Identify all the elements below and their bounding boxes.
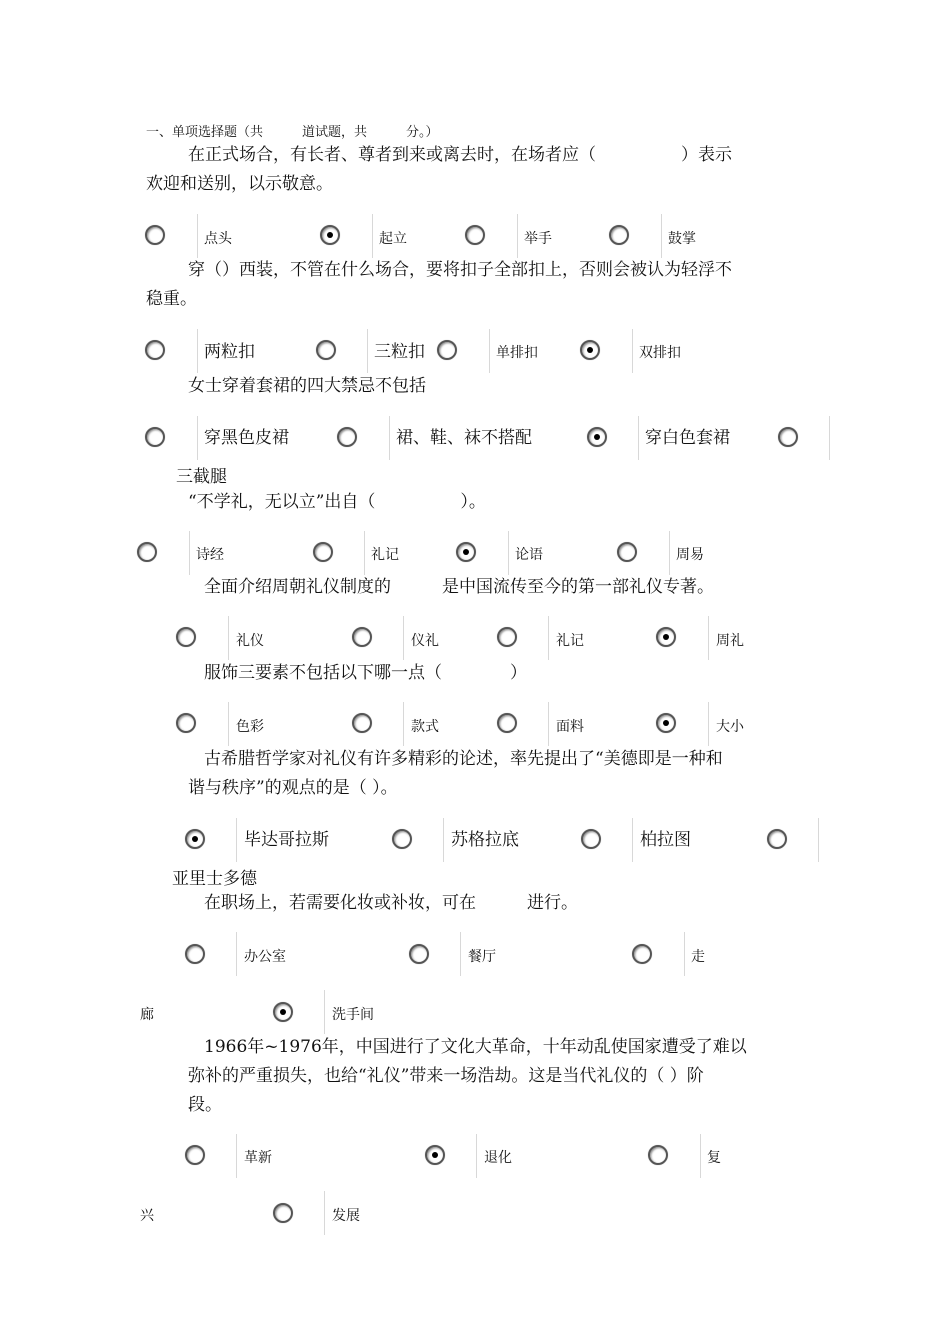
question-8-line-1: 在职场上，若需要化妆或补妆，可在 进行。: [204, 893, 578, 913]
divider: [443, 818, 444, 862]
divider: [364, 531, 365, 575]
q4-option-b-label: 礼记: [371, 547, 399, 563]
q4-option-c-label: 论语: [515, 547, 543, 563]
q7-option-c-radio[interactable]: [581, 829, 601, 849]
q1-option-b-radio[interactable]: [320, 225, 340, 245]
q8-option-c-label-part-2: 廊: [140, 1007, 154, 1023]
divider: [708, 702, 709, 746]
divider: [548, 616, 549, 660]
q1-option-d-label: 鼓掌: [668, 231, 696, 247]
divider: [228, 702, 229, 746]
q3-option-d-radio[interactable]: [778, 427, 798, 447]
divider: [669, 531, 670, 575]
q6-option-b-radio[interactable]: [352, 713, 372, 733]
divider: [228, 616, 229, 660]
q3-option-a-label: 穿黑色皮裙: [204, 428, 289, 448]
divider: [638, 416, 639, 460]
divider: [700, 1134, 701, 1178]
q1-option-b-label: 起立: [379, 231, 407, 247]
divider: [236, 1134, 237, 1178]
divider: [548, 702, 549, 746]
divider: [684, 932, 685, 976]
divider: [829, 416, 830, 460]
q9-option-b-radio[interactable]: [425, 1145, 445, 1165]
q4-option-a-label: 诗经: [196, 547, 224, 563]
q4-option-c-radio[interactable]: [456, 542, 476, 562]
divider: [367, 329, 368, 373]
q5-option-b-label: 仪礼: [411, 633, 439, 649]
divider: [389, 416, 390, 460]
q1-option-d-radio[interactable]: [609, 225, 629, 245]
q2-option-c-label: 单排扣: [496, 345, 538, 361]
q9-option-c-label-part-2: 兴: [140, 1208, 154, 1224]
q3-option-a-radio[interactable]: [145, 427, 165, 447]
q9-option-c-label-part-1: 复: [707, 1150, 721, 1166]
question-5-line-1: 全面介绍周朝礼仪制度的 是中国流传至今的第一部礼仪专著。: [204, 577, 714, 597]
divider: [197, 214, 198, 258]
q9-option-a-label: 革新: [244, 1150, 272, 1166]
q1-option-c-label: 举手: [524, 231, 552, 247]
divider: [818, 818, 819, 862]
q3-option-c-radio[interactable]: [587, 427, 607, 447]
q9-option-d-label: 发展: [332, 1208, 360, 1224]
q3-option-d-label: 三截腿: [176, 467, 227, 487]
q5-option-c-label: 礼记: [556, 633, 584, 649]
q6-option-b-label: 款式: [411, 719, 439, 735]
q4-option-d-radio[interactable]: [617, 542, 637, 562]
q4-option-a-radio[interactable]: [137, 542, 157, 562]
q1-option-a-radio[interactable]: [145, 225, 165, 245]
divider: [236, 932, 237, 976]
question-1-line-1: 在正式场合，有长者、尊者到来或离去时，在场者应（ ）表示: [188, 145, 732, 165]
q2-option-a-radio[interactable]: [145, 340, 165, 360]
q2-option-a-label: 两粒扣: [204, 342, 255, 362]
q8-option-d-label: 洗手间: [332, 1007, 374, 1023]
q2-option-d-radio[interactable]: [580, 340, 600, 360]
question-9-line-2: 弥补的严重损失，也给“礼仪”带来一场浩劫。这是当代礼仪的（ ）阶: [188, 1066, 704, 1086]
q8-option-a-radio[interactable]: [185, 944, 205, 964]
q8-option-c-radio[interactable]: [632, 944, 652, 964]
section-header: 一、单项选择题（共 道试题，共 分。）: [146, 125, 439, 140]
divider: [632, 329, 633, 373]
q7-option-b-radio[interactable]: [392, 829, 412, 849]
divider: [197, 329, 198, 373]
question-9-line-1: 1966年~1976年，中国进行了文化大革命，十年动乱使国家遭受了难以: [204, 1037, 747, 1057]
question-9-line-3: 段。: [188, 1095, 222, 1115]
q2-option-d-label: 双排扣: [639, 345, 681, 361]
q3-option-b-label: 裙、鞋、袜不搭配: [396, 428, 532, 448]
q2-option-c-radio[interactable]: [437, 340, 457, 360]
question-3-line-1: 女士穿着套裙的四大禁忌不包括: [188, 376, 426, 396]
q9-option-c-radio[interactable]: [648, 1145, 668, 1165]
q7-option-a-label: 毕达哥拉斯: [244, 830, 329, 850]
q5-option-d-label: 周礼: [716, 633, 744, 649]
divider: [508, 531, 509, 575]
divider: [632, 818, 633, 862]
q1-option-a-label: 点头: [204, 231, 232, 247]
q6-option-c-label: 面料: [556, 719, 584, 735]
q5-option-d-radio[interactable]: [656, 627, 676, 647]
divider: [661, 214, 662, 258]
q7-option-c-label: 柏拉图: [640, 830, 691, 850]
q8-option-b-label: 餐厅: [468, 949, 496, 965]
q4-option-b-radio[interactable]: [313, 542, 333, 562]
divider: [460, 932, 461, 976]
divider: [324, 1191, 325, 1235]
question-7-line-2: 谐与秩序”的观点的是（ ）。: [188, 778, 398, 798]
divider: [372, 214, 373, 258]
divider: [476, 1134, 477, 1178]
q9-option-a-radio[interactable]: [185, 1145, 205, 1165]
divider: [189, 531, 190, 575]
q5-option-c-radio[interactable]: [497, 627, 517, 647]
q8-option-a-label: 办公室: [244, 949, 286, 965]
q1-option-c-radio[interactable]: [465, 225, 485, 245]
divider: [708, 616, 709, 660]
question-7-line-1: 古希腊哲学家对礼仪有许多精彩的论述，率先提出了“美德即是一种和: [204, 749, 723, 769]
q6-option-a-radio[interactable]: [176, 713, 196, 733]
q8-option-d-radio[interactable]: [273, 1002, 293, 1022]
question-2-line-1: 穿（）西装，不管在什么场合，要将扣子全部扣上，否则会被认为轻浮不: [188, 260, 732, 280]
question-6-line-1: 服饰三要素不包括以下哪一点（ ）: [204, 663, 527, 683]
divider: [517, 214, 518, 258]
divider: [403, 616, 404, 660]
question-2-line-2: 稳重。: [146, 289, 197, 309]
q2-option-b-radio[interactable]: [316, 340, 336, 360]
q9-option-b-label: 退化: [484, 1150, 512, 1166]
q7-option-d-label: 亚里士多德: [172, 869, 257, 889]
q3-option-c-label: 穿白色套裙: [645, 428, 730, 448]
divider: [489, 329, 490, 373]
q9-option-d-radio[interactable]: [273, 1203, 293, 1223]
q6-option-c-radio[interactable]: [497, 713, 517, 733]
q5-option-a-label: 礼仪: [236, 633, 264, 649]
q7-option-b-label: 苏格拉底: [451, 830, 519, 850]
q8-option-c-label-part-1: 走: [691, 949, 705, 965]
q3-option-b-radio[interactable]: [337, 427, 357, 447]
q6-option-a-label: 色彩: [236, 719, 264, 735]
q8-option-b-radio[interactable]: [409, 944, 429, 964]
q5-option-a-radio[interactable]: [176, 627, 196, 647]
q5-option-b-radio[interactable]: [352, 627, 372, 647]
divider: [324, 990, 325, 1034]
q4-option-d-label: 周易: [676, 547, 704, 563]
divider: [197, 416, 198, 460]
divider: [236, 818, 237, 862]
q7-option-d-radio[interactable]: [767, 829, 787, 849]
question-1-line-2: 欢迎和送别，以示敬意。: [146, 174, 333, 194]
q2-option-b-label: 三粒扣: [374, 342, 425, 362]
q6-option-d-radio[interactable]: [656, 713, 676, 733]
question-4-line-1: “不学礼，无以立”出自（ ）。: [188, 492, 486, 512]
q7-option-a-radio[interactable]: [185, 829, 205, 849]
divider: [403, 702, 404, 746]
q6-option-d-label: 大小: [716, 719, 744, 735]
